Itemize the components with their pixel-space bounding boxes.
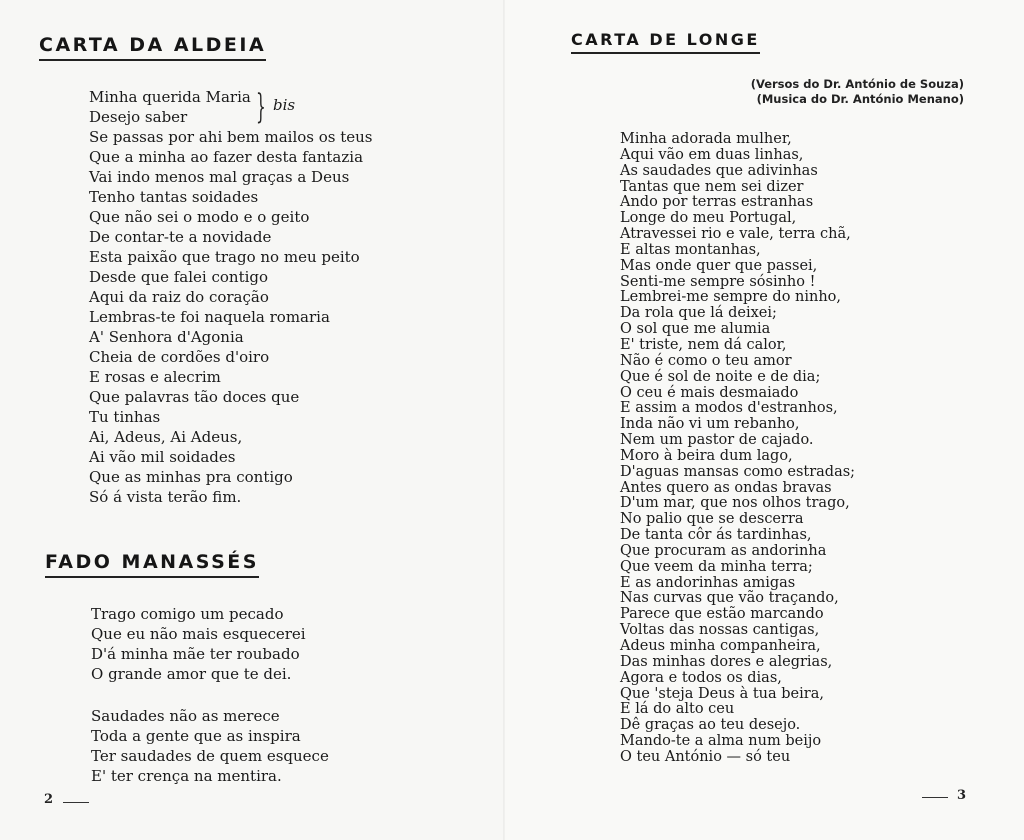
aldeia-line: Cheia de cordões d'oiro	[89, 348, 270, 366]
longe-line: Tantas que nem sei dizer	[620, 178, 804, 195]
manasses-line: Trago comigo um pecado	[91, 605, 284, 623]
longe-line: Mando-te a alma num beijo	[620, 733, 822, 750]
aldeia-line: Que as minhas pra contigo	[89, 468, 293, 486]
aldeia-line: Tu tinhas	[89, 408, 161, 426]
longe-line: O sol que me alumia	[620, 321, 771, 338]
aldeia-line: Lembras-te foi naquela romaria	[89, 308, 330, 326]
longe-line: E' triste, nem dá calor,	[620, 336, 787, 353]
manasses-line: D'á minha mãe ter roubado	[91, 645, 300, 663]
longe-line: Moro à beira dum lago,	[620, 447, 793, 464]
aldeia-line: A' Senhora d'Agonia	[89, 328, 244, 346]
stanza-break	[91, 684, 329, 706]
longe-line: Que é sol de noite e de dia;	[620, 368, 821, 385]
bis-mark: bis	[273, 96, 296, 114]
longe-line: Dê graças ao teu desejo.	[620, 717, 801, 734]
longe-line: Não é como o teu amor	[620, 352, 792, 369]
credit-lyrics: (Versos do Dr. António de Souza)	[750, 77, 964, 91]
longe-line: Da rola que lá deixei;	[620, 305, 777, 322]
longe-line: Ando por terras estranhas	[620, 194, 814, 211]
manasses-line: Que eu não mais esquecerei	[91, 625, 306, 643]
longe-line: As saudades que adivinhas	[620, 162, 818, 179]
page-number-dash-right	[922, 797, 948, 798]
longe-line: Atravessei rio e vale, terra chã,	[620, 226, 851, 243]
aldeia-line: Aqui da raiz do coração	[89, 288, 269, 306]
aldeia-line: Tenho tantas soidades	[89, 188, 259, 206]
right-page	[505, 0, 1024, 840]
aldeia-line: Ai vão mil soidades	[89, 448, 236, 466]
aldeia-line: Que a minha ao fazer desta fantazia	[89, 148, 364, 166]
longe-line: Que 'steja Deus à tua beira,	[620, 685, 824, 702]
aldeia-line: Ai, Adeus, Ai Adeus,	[89, 428, 243, 446]
aldeia-line: Que não sei o modo e o geito	[89, 208, 310, 226]
aldeia-line: Esta paixão que trago no meu peito	[89, 248, 360, 266]
longe-line: D'aguas mansas como estradas;	[620, 463, 856, 480]
page-number-dash-left	[63, 802, 89, 803]
bis-lines	[89, 87, 251, 127]
aldeia-line: Desde que falei contigo	[89, 268, 269, 286]
carta-de-longe-title: CARTA DE LONGE	[571, 30, 760, 54]
longe-line: Parece que estão marcando	[620, 606, 824, 623]
longe-line: De tanta côr ás tardinhas,	[620, 527, 812, 544]
longe-line: Nem um pastor de cajado.	[620, 432, 814, 449]
manasses-line: Toda a gente que as inspira	[91, 727, 301, 745]
longe-line: Das minhas dores e alegrias,	[620, 653, 833, 670]
aldeia-line: Que palavras tão doces que	[89, 388, 300, 406]
longe-line: Voltas das nossas cantigas,	[620, 622, 820, 639]
left-page	[0, 0, 505, 840]
longe-line: Longe do meu Portugal,	[620, 210, 797, 227]
longe-line: O ceu é mais desmaiado	[620, 384, 799, 401]
manasses-line: E' ter crença na mentira.	[91, 767, 282, 785]
fado-manasses-verse	[91, 604, 329, 786]
longe-line: No palio que se descerra	[620, 511, 804, 528]
longe-line: Adeus minha companheira,	[620, 638, 821, 654]
credit-music: (Musica do Dr. António Menano)	[756, 92, 964, 106]
page-number-right: 3	[956, 788, 966, 803]
longe-line: Agora e todos os dias,	[620, 669, 782, 686]
repeat-brace: }	[256, 87, 266, 127]
longe-line: E assim a modos d'estranhos,	[620, 400, 838, 417]
carta-da-aldeia-title: CARTA DA ALDEIA	[39, 34, 266, 61]
carta-de-longe-verse	[620, 132, 855, 766]
longe-line: Lembrei-me sempre do ninho,	[620, 289, 842, 306]
aldeia-line: E rosas e alecrim	[89, 368, 221, 386]
longe-line: Que veem da minha terra;	[620, 558, 813, 575]
fado-manasses-title: FADO MANASSÉS	[45, 551, 259, 578]
credits	[751, 77, 964, 107]
longe-line: E lá do alto ceu	[620, 701, 735, 718]
bis-line-1: Minha querida Maria	[89, 88, 251, 106]
longe-line: O teu António — só teu	[620, 748, 791, 765]
longe-line: Nas curvas que vão traçando,	[620, 590, 839, 607]
bis-line-2: Desejo saber	[89, 108, 188, 126]
longe-line: Inda não vi um rebanho,	[620, 416, 800, 433]
manasses-line: O grande amor que te dei.	[91, 665, 292, 683]
longe-line: D'um mar, que nos olhos trago,	[620, 495, 850, 512]
page-number-left: 2	[44, 792, 54, 807]
carta-da-aldeia-verse	[89, 127, 373, 507]
longe-line: E altas montanhas,	[620, 241, 761, 258]
longe-line: Aqui vão em duas linhas,	[620, 146, 804, 163]
longe-line: Antes quero as ondas bravas	[620, 479, 832, 496]
longe-line: Que procuram as andorinha	[620, 542, 827, 559]
manasses-line: Saudades não as merece	[91, 707, 280, 725]
aldeia-line: Vai indo menos mal graças a Deus	[89, 168, 350, 186]
longe-line: E as andorinhas amigas	[620, 574, 796, 591]
longe-line: Senti-me sempre sósinho !	[620, 273, 816, 290]
longe-line: Mas onde quer que passei,	[620, 257, 818, 274]
manasses-line: Ter saudades de quem esquece	[91, 747, 329, 765]
aldeia-line: Se passas por ahi bem mailos os teus	[89, 128, 373, 146]
aldeia-line: De contar-te a novidade	[89, 228, 272, 246]
longe-line: Minha adorada mulher,	[620, 131, 792, 147]
aldeia-line: Só á vista terão fim.	[89, 488, 242, 506]
